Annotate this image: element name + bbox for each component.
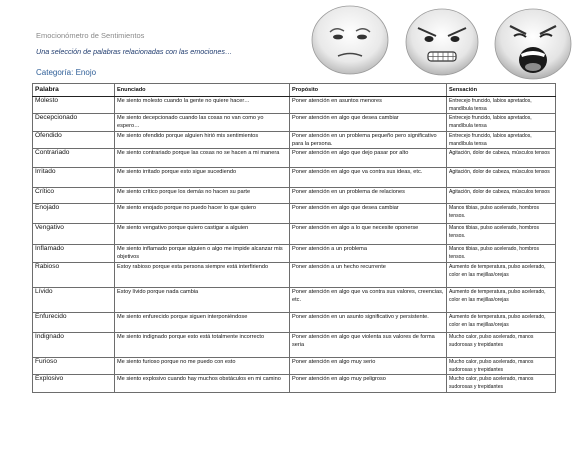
sensation-cell: Entrecejo fruncido, labios apretados, mandíbula tensa	[447, 132, 556, 149]
statement-cell: Estoy lívido porque nada cambia	[115, 288, 290, 313]
purpose-cell: Poner atención en algo que violenta sus valores de forma seria	[290, 333, 447, 358]
purpose-cell: Poner atención en asuntos menores	[290, 97, 447, 114]
sensation-cell: Entrecejo fruncido, labios apretados, mandíbula tensa	[447, 114, 556, 132]
table-row	[33, 224, 556, 245]
table-row	[33, 97, 556, 114]
purpose-cell: Poner atención en algo que desea cambiar	[290, 114, 447, 132]
sensation-cell: Agitación, dolor de cabeza, músculos tensos	[447, 168, 556, 188]
word-cell: Indignado	[33, 333, 115, 358]
purpose-cell: Poner atención en algo que va contra sus valores, creencias, etc.	[290, 288, 447, 313]
document-title: Emocionómetro de Sentimientos	[36, 31, 145, 40]
statement-cell: Me siento enojado porque no puedo hacer lo que quiero	[115, 204, 290, 224]
sensation-cell: Mucho calor, pulso acelerado, manos sudorosas y trepidantes	[447, 358, 556, 375]
sensation-cell: Aumento de temperatura, pulso acelerado, color en las mejillas/orejas	[447, 313, 556, 333]
statement-cell: Me siento ofendido porque alguien hirió mis sentimientos	[115, 132, 290, 149]
sensation-cell: Mucho calor, pulso acelerado, manos sudorosas y trepidantes	[447, 375, 556, 393]
purpose-cell: Poner atención en algo que va contra sus ideas, etc.	[290, 168, 447, 188]
word-cell: Furioso	[33, 358, 115, 375]
purpose-cell: Poner atención en un problema pequeño pero significativo para la persona.	[290, 132, 447, 149]
word-cell: Enojado	[33, 204, 115, 224]
table-row	[33, 149, 556, 168]
emotions-table	[32, 83, 556, 393]
table-row	[33, 313, 556, 333]
word-cell: Ofendido	[33, 132, 115, 149]
purpose-cell: Poner atención en un asunto significativo y persistente.	[290, 313, 447, 333]
table-row	[33, 132, 556, 149]
document-subtitle: Una selección de palabras relacionadas con las emociones…	[36, 47, 233, 56]
column-header-statement: Enunciado	[115, 84, 290, 97]
sensation-cell: Agitación, dolor de cabeza, músculos tensos	[447, 188, 556, 204]
table-row	[33, 188, 556, 204]
statement-cell: Me siento molesto cuando la gente no quiere hacer…	[115, 97, 290, 114]
column-header-sensation: Sensación	[447, 84, 556, 97]
table-row	[33, 168, 556, 188]
sensation-cell: Agitación, dolor de cabeza, músculos tensos	[447, 149, 556, 168]
table-header-row	[33, 84, 556, 97]
table-row	[33, 288, 556, 313]
statement-cell: Me siento inflamado porque alguien o algo me impide alcanzar mis objetivos	[115, 245, 290, 263]
table-row	[33, 375, 556, 393]
table-row	[33, 263, 556, 288]
statement-cell: Me siento indignado porque esto está totalmente incorrecto	[115, 333, 290, 358]
purpose-cell: Poner atención en algo muy serio	[290, 358, 447, 375]
word-cell: Rabioso	[33, 263, 115, 288]
word-cell: Explosivo	[33, 375, 115, 393]
purpose-cell: Poner atención en algo a lo que necesite oponerse	[290, 224, 447, 245]
purpose-cell: Poner atención a un problema	[290, 245, 447, 263]
column-header-word: Palabra	[33, 84, 115, 97]
word-cell: Molesto	[33, 97, 115, 114]
angry-face-icon	[400, 6, 484, 78]
word-cell: Contrariado	[33, 149, 115, 168]
sensation-cell: Manos tibias, pulso acelerado, hombros tensos.	[447, 245, 556, 263]
table-row	[33, 358, 556, 375]
statement-cell: Me siento explosivo cuando hay muchos obstáculos en mi camino	[115, 375, 290, 393]
sensation-cell: Entrecejo fruncido, labios apretados, mandíbula tensa	[447, 97, 556, 114]
table-row	[33, 204, 556, 224]
word-cell: Crítico	[33, 188, 115, 204]
word-cell: Lívido	[33, 288, 115, 313]
sensation-cell: Aumento de temperatura, pulso acelerado, color en las mejillas/orejas	[447, 263, 556, 288]
statement-cell: Me siento furioso porque no me puedo con esto	[115, 358, 290, 375]
statement-cell: Me siento vengativo porque quiero castigar a alguien	[115, 224, 290, 245]
statement-cell: Estoy rabioso porque esta persona siempre está interfiriendo	[115, 263, 290, 288]
annoyed-face-icon	[308, 4, 392, 76]
table-row	[33, 245, 556, 263]
word-cell: Irritado	[33, 168, 115, 188]
sensation-cell: Manos tibias, pulso acelerado, hombros tensos.	[447, 224, 556, 245]
sensation-cell: Aumento de temperatura, pulso acelerado, color en las mejillas/orejas	[447, 288, 556, 313]
statement-cell: Me siento contrariado porque las cosas no se hacen a mi manera	[115, 149, 290, 168]
purpose-cell: Poner atención a un hecho recurrente	[290, 263, 447, 288]
statement-cell: Me siento irritado porque esto sigue sucediendo	[115, 168, 290, 188]
statement-cell: Me siento crítico porque los demás no hacen su parte	[115, 188, 290, 204]
table-row	[33, 114, 556, 132]
furious-yelling-face-icon	[490, 6, 576, 82]
statement-cell: Me siento enfurecido porque siguen interponiéndose	[115, 313, 290, 333]
column-header-purpose: Propósito	[290, 84, 447, 97]
purpose-cell: Poner atención en un problema de relaciones	[290, 188, 447, 204]
word-cell: Vengativo	[33, 224, 115, 245]
statement-cell: Me siento decepcionado cuando las cosas no van como yo espero…	[115, 114, 290, 132]
sensation-cell: Manos tibias, pulso acelerado, hombros tensos.	[447, 204, 556, 224]
purpose-cell: Poner atención en algo que dejo pasar por alto	[290, 149, 447, 168]
category-heading: Categoría: Enojo	[36, 68, 97, 77]
purpose-cell: Poner atención en algo muy peligroso	[290, 375, 447, 393]
word-cell: Enfurecido	[33, 313, 115, 333]
purpose-cell: Poner atención en algo que desea cambiar	[290, 204, 447, 224]
sensation-cell: Mucho calor, pulso acelerado, manos sudorosas y trepidantes	[447, 333, 556, 358]
word-cell: Decepcionado	[33, 114, 115, 132]
table-row	[33, 333, 556, 358]
word-cell: Inflamado	[33, 245, 115, 263]
